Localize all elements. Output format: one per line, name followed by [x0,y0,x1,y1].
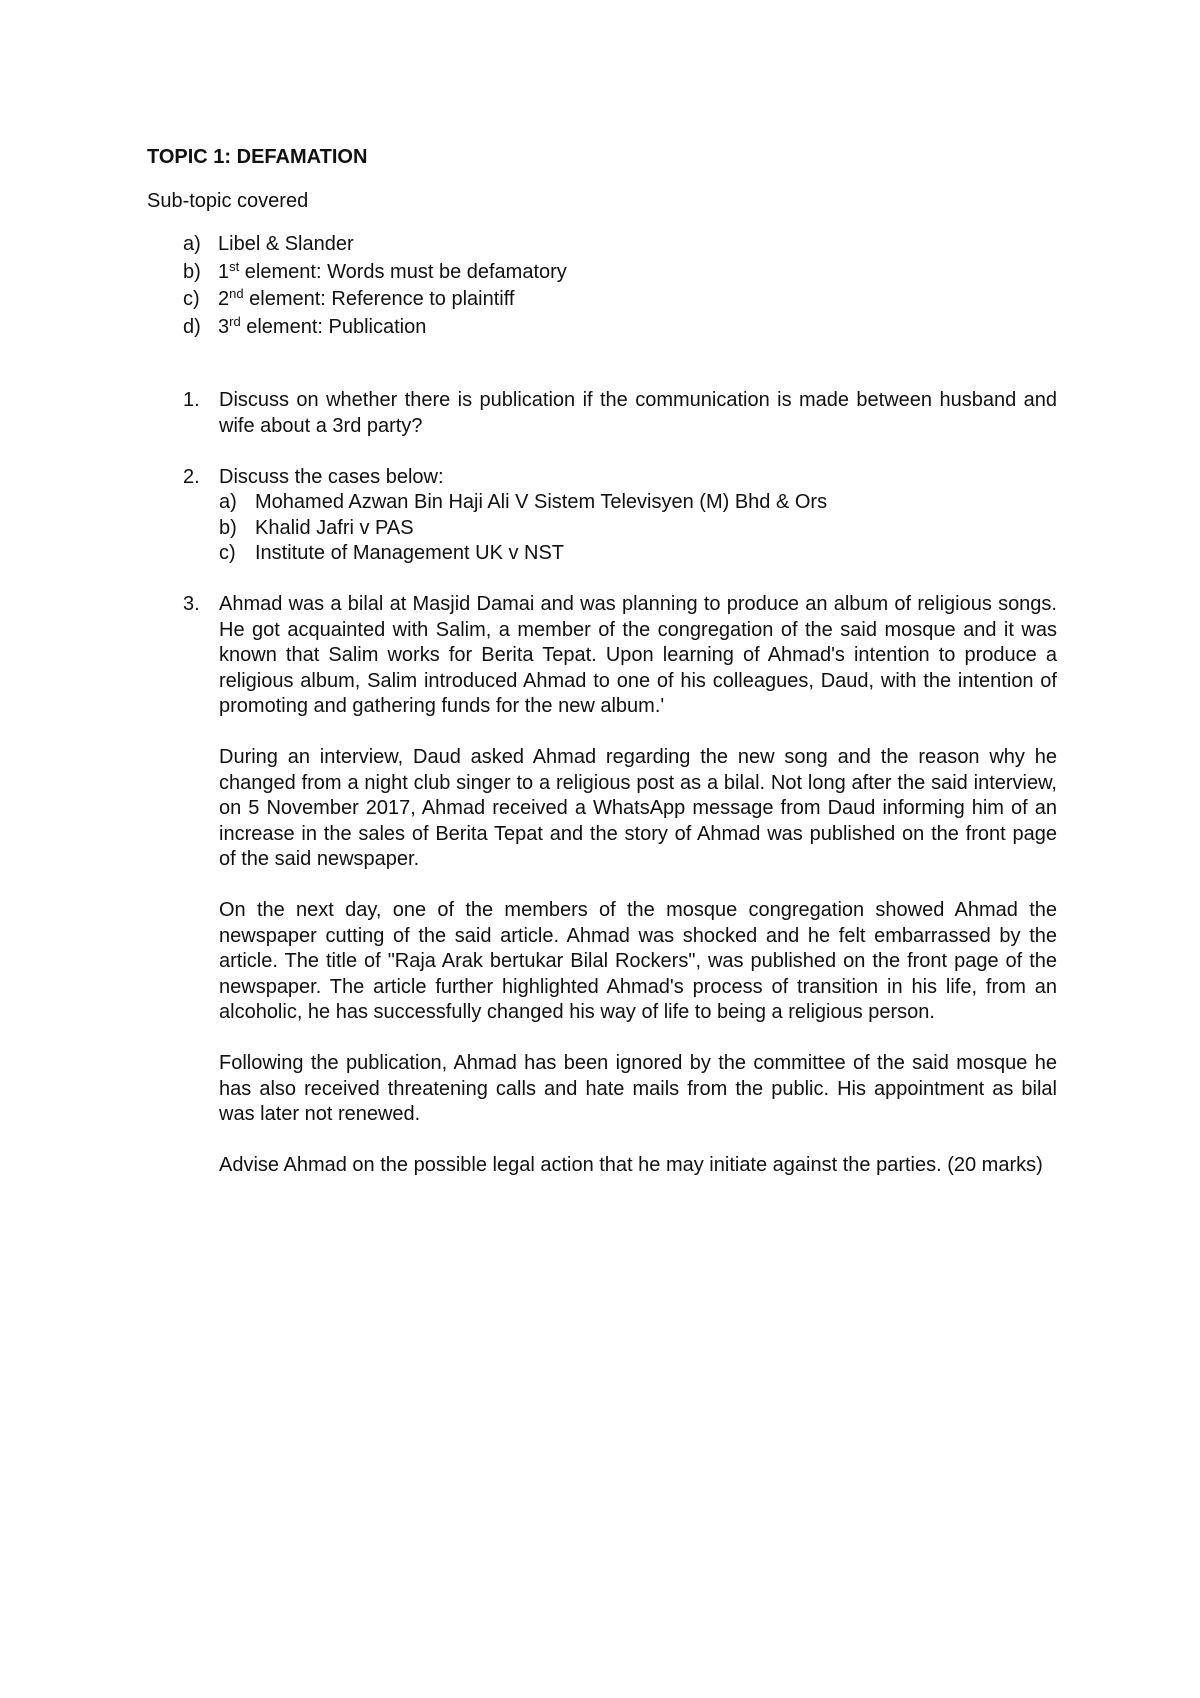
subtopic-text: element: Words must be defamatory [239,260,567,283]
question-list [147,388,1057,1204]
subtopic-ordinal-suffix: rd [229,313,241,329]
case-name: Mohamed Azwan Bin Haji Ali V Sistem Televisyen (M) Bhd & Ors [255,491,828,513]
question-number: 1. [183,389,200,411]
case-marker: c) [219,542,236,564]
subtopic-item [147,287,567,315]
document-title: TOPIC 1: DEFAMATION [147,146,368,168]
question-text: Discuss on whether there is publication if the communication is made between husband and wife about a 3rd party? [219,389,1057,437]
question-3 [147,592,1057,1179]
question-text: Discuss the cases below: [219,465,444,488]
case-item [219,490,1057,516]
subtopic-item [147,260,567,288]
case-name: Khalid Jafri v PAS [255,516,414,539]
question-number: 2. [183,465,200,488]
scenario-paragraph: Ahmad was a bilal at Masjid Damai and was planning to produce an album of religious songs. He got acquainted with Salim, a member of the congregation of the said mosque and it was known that Salim works for Berita Tepat. Upon learning of Ahmad's intention to produce a religious album, Salim introduced Ahmad to one of his colleagues, Daud, with the intention of promoting and gathering funds for the new album.' [219,593,1057,717]
case-list [219,490,1057,567]
subtopic-marker: a) [183,233,201,255]
subtopic-list [147,232,567,342]
subtopic-text: element: Reference to plaintiff [243,288,515,310]
question-2 [147,465,1057,567]
case-item [219,516,1057,542]
scenario-paragraph: During an interview, Daud asked Ahmad regarding the new song and the reason why he changed from a night club singer to a religious post as a bilal. Not long after the said interview, on 5 November 2017, Ahmad received a WhatsApp message from Daud informing him of an increase in the sales of Berita Tepat and the story of Ahmad was published on the front page of the said newspaper. [219,746,1057,870]
subtopic-marker: d) [183,315,201,338]
subtopic-heading: Sub-topic covered [147,190,309,212]
subtopic-ordinal: 1 [218,260,230,283]
case-marker: a) [219,491,237,513]
subtopic-text: Libel & Slander [218,233,354,255]
subtopic-marker: b) [183,260,201,283]
question-1 [147,388,1057,439]
subtopic-ordinal-suffix: st [229,258,240,274]
subtopic-item [147,315,567,343]
subtopic-ordinal-suffix: nd [229,286,244,301]
scenario-paragraph: On the next day, one of the members of the mosque congregation showed Ahmad the newspaper cutting of the said article. Ahmad was shocked and he felt embarrassed by the article. The title of "Raja Arak bertukar Bilal Rockers", was published on the front page of the newspaper. The article further highlighted Ahmad's process of transition in his life, from an alcoholic, he has successfully changed his way of life to being a religious person. [219,899,1057,1023]
question-number: 3. [183,593,200,615]
subtopic-text: element: Publication [240,315,427,338]
subtopic-ordinal: 2 [218,288,230,310]
subtopic-ordinal: 3 [218,315,230,338]
subtopic-marker: c) [183,288,200,310]
scenario-paragraph: Following the publication, Ahmad has been ignored by the committee of the said mosque he has also received threatening calls and hate mails from the public. His appointment as bilal was later not renewed. [219,1052,1057,1125]
case-item [219,541,1057,567]
case-marker: b) [219,516,237,539]
question-instruction: Advise Ahmad on the possible legal action that he may initiate against the parties. (20 marks) [219,1154,1043,1176]
subtopic-item [147,232,567,260]
case-name: Institute of Management UK v NST [255,542,565,564]
